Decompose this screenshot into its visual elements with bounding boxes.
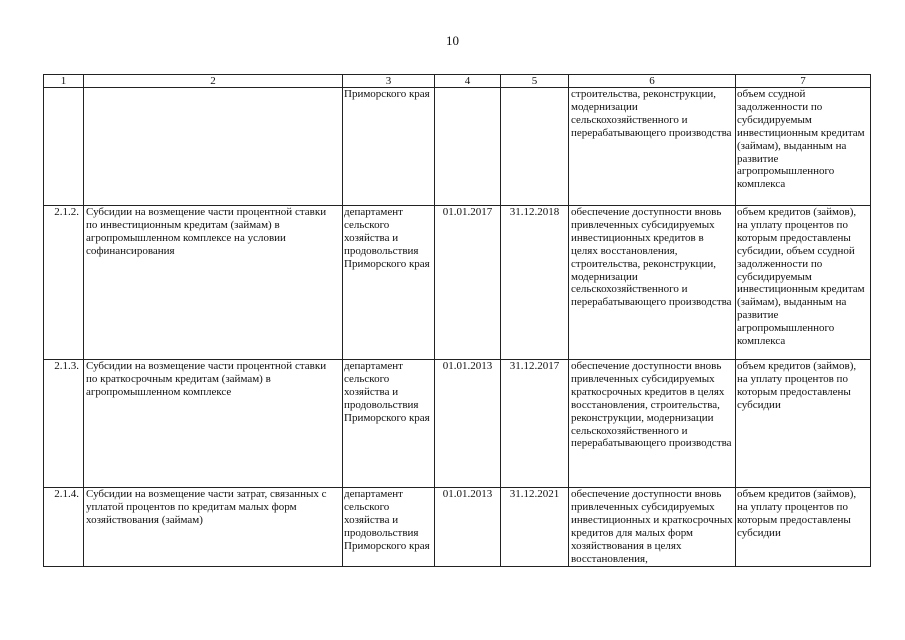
start-date [435, 88, 501, 206]
executor: Приморского края [343, 88, 435, 206]
column-header: 2 [84, 75, 343, 88]
row-number: 2.1.3. [44, 360, 84, 488]
table-row [44, 206, 871, 360]
column-header: 1 [44, 75, 84, 88]
executor: департамент сельского хозяйства и продовольствия Приморского края [343, 488, 435, 567]
start-date: 01.01.2013 [435, 488, 501, 567]
expected-result: обеспечение доступности вновь привлеченных субсидируемых инвестиционных кредитов в целях восстановления, строительства, реконструкции, модернизации сельскохозяйственного и перерабатывающего производства [569, 206, 736, 360]
end-date: 31.12.2018 [501, 206, 569, 360]
expected-result: строительства, реконструкции, модернизации сельскохозяйственного и перерабатывающего производства [569, 88, 736, 206]
column-header: 5 [501, 75, 569, 88]
indicator: объем кредитов (займов), на уплату процентов по которым предоставлены субсидии [736, 360, 871, 488]
executor: департамент сельского хозяйства и продовольствия Приморского края [343, 206, 435, 360]
table-row-continued [44, 88, 871, 206]
end-date: 31.12.2017 [501, 360, 569, 488]
row-number: 2.1.2. [44, 206, 84, 360]
column-number-row [44, 75, 871, 88]
start-date: 01.01.2017 [435, 206, 501, 360]
table-row [44, 488, 871, 567]
expected-result: обеспечение доступности вновь привлеченных субсидируемых инвестиционных и краткосрочных кредитов для малых форм хозяйствования в целях восстановления, [569, 488, 736, 567]
measure-name: Субсидии на возмещение части процентной ставки по краткосрочным кредитам (займам) в агропромышленном комплексе [84, 360, 343, 488]
row-number: 2.1.4. [44, 488, 84, 567]
executor: департамент сельского хозяйства и продовольствия Приморского края [343, 360, 435, 488]
column-header: 3 [343, 75, 435, 88]
indicator: объем ссудной задолженности по субсидируемым инвестиционным кредитам (займам), выданным на развитие агропромышленного комплекса [736, 88, 871, 206]
start-date: 01.01.2013 [435, 360, 501, 488]
expected-result: обеспечение доступности вновь привлеченных субсидируемых краткосрочных кредитов в целях восстановления, строительства, реконструкции, модернизации сельскохозяйственного и перерабатывающего производства [569, 360, 736, 488]
end-date: 31.12.2021 [501, 488, 569, 567]
table-row [44, 360, 871, 488]
program-measures-table [43, 74, 871, 567]
page-number: 10 [446, 33, 459, 48]
column-header: 7 [736, 75, 871, 88]
end-date [501, 88, 569, 206]
column-header: 4 [435, 75, 501, 88]
indicator: объем кредитов (займов), на уплату процентов по которым предоставлены субсидии [736, 488, 871, 567]
row-number [44, 88, 84, 206]
indicator: объем кредитов (займов), на уплату процентов по которым предоставлены субсидии, объем ссудной задолженности по субсидируемым инвестиционным кредитам (займам), выданным на развитие агропромышленного комплекса [736, 206, 871, 360]
column-header: 6 [569, 75, 736, 88]
measure-name: Субсидии на возмещение части затрат, связанных с уплатой процентов по кредитам малых форм хозяйствования (займам) [84, 488, 343, 567]
measure-name [84, 88, 343, 206]
measure-name: Субсидии на возмещение части процентной ставки по инвестиционным кредитам (займам) в агропромышленном комплексе на условии софинансирования [84, 206, 343, 360]
